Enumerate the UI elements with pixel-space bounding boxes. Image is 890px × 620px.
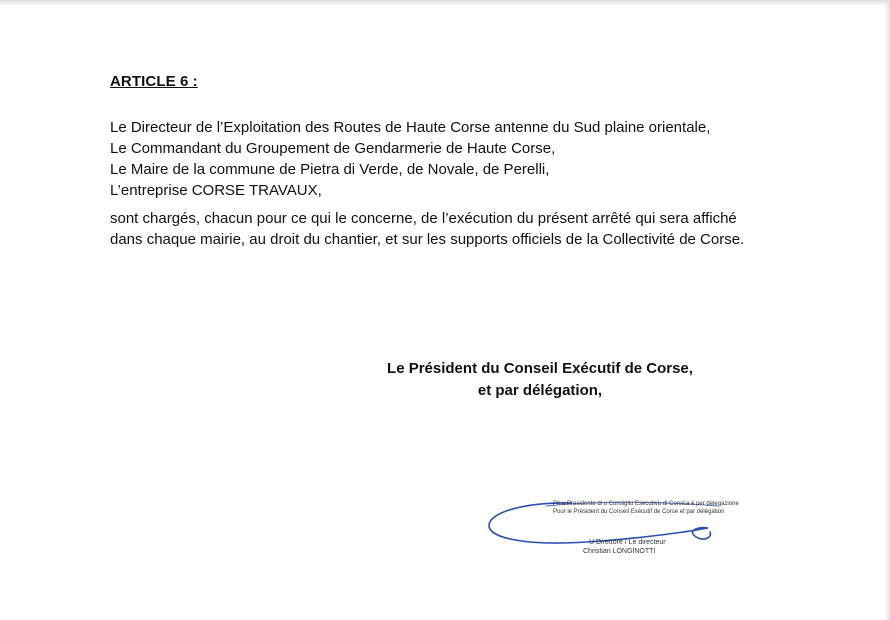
- page-right-edge: [884, 0, 890, 620]
- signature-stamp: [486, 492, 739, 572]
- addressee-item: L’entreprise CORSE TRAVAUX,: [110, 182, 322, 199]
- signatory-title: Le Président du Conseil Exécutif de Corse,: [387, 360, 693, 377]
- signatory-delegation: et par délégation,: [477, 382, 603, 399]
- stamp-line-french: Pour le Président du Conseil Exécutif de Corse et par délégation: [553, 509, 725, 515]
- execution-paragraph: [110, 208, 800, 250]
- addressee-item: Le Commandant du Groupement de Gendarmerie de Haute Corse,: [110, 140, 556, 157]
- article-title: ARTICLE 6 :: [110, 73, 198, 90]
- stamp-line-name: Christian LONGINOTTI: [583, 548, 656, 555]
- stamp-line-corsican: Pè u Presidente di u Consigliu Esecutivu di Corsica è per delegazione: [553, 501, 739, 507]
- paragraph-line: sont chargés, chacun pour ce qui le concerne, de l’exécution du présent arrêté qui sera affiché: [110, 210, 737, 227]
- paragraph-line: dans chaque mairie, au droit du chantier, et sur les supports officiels de la Collectivité de Corse.: [110, 231, 745, 248]
- addressee-list: [110, 117, 710, 201]
- addressee-item: Le Directeur de l’Exploitation des Routes de Haute Corse antenne du Sud plaine orientale,: [110, 119, 711, 136]
- addressee-item: Le Maire de la commune de Pietra di Verde, de Novale, de Perelli,: [110, 161, 550, 178]
- signatory-block: [370, 358, 710, 402]
- stamp-line-role: U Direttore / Le directeur: [589, 539, 666, 546]
- page-top-edge: [0, 0, 890, 6]
